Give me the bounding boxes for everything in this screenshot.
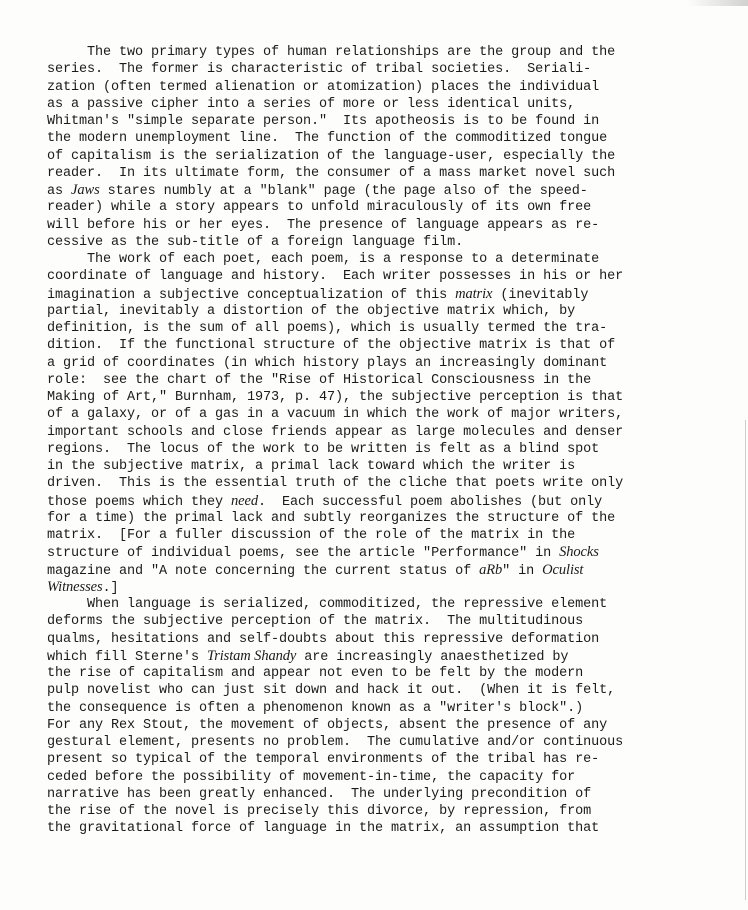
text-segment: will before his or her eyes. The presence of language appears as re- [47,217,600,233]
text-line [47,769,747,786]
text-line [47,320,747,337]
text-line [47,389,747,406]
text-line [47,286,747,303]
text-segment: The work of each poet, each poem, is a response to a determinate [47,252,600,267]
text-line [47,613,747,630]
text-segment: When language is serialized, commoditized, the repressive element [47,597,608,612]
text-segment: pulp novelist who can just sit down and hack it out. (When it is felt, [47,683,616,699]
text-segment: for a time) the primal lack and subtly reorganizes the structure of the [47,510,616,526]
text-segment: matrix. [For a fuller discussion of the role of the matrix in the [47,528,576,543]
text-line [47,648,747,665]
text-line [47,96,747,113]
text-segment: dition. If the functional structure of the objective matrix is that of [47,338,616,354]
italic-text-segment: Oculist [542,561,584,578]
italic-text-segment: aRb [479,561,503,578]
text-segment: For any Rex Stout, the movement of objects, absent the presence of any [47,717,608,733]
text-line [47,820,747,837]
text-line [47,544,747,561]
text-segment: narrative has been greatly enhanced. The underlying precondition of [47,786,592,802]
text-line [47,803,747,820]
text-line [47,113,747,130]
text-line [47,493,747,510]
text-segment: the rise of capitalism and appear not even to be felt by the modern [47,666,584,681]
text-segment: zation (often termed alienation or atomization) places the individual [47,79,600,95]
text-segment: The two primary types of human relationships are the group and the [47,45,616,60]
text-line [47,596,747,613]
text-segment: Whitman's "simple separate person." Its apotheosis is to be found in [47,114,600,129]
text-segment: " in [502,563,543,579]
text-line [47,734,747,751]
text-segment: the rise of the novel is precisely this divorce, by repression, from [47,804,592,819]
text-line [47,182,747,199]
text-line [47,44,747,61]
text-segment: important schools and close friends appear as large molecules and denser [47,424,624,440]
text-line [47,165,747,182]
text-line [47,527,747,544]
italic-text-segment: need [231,492,259,509]
italic-text-segment: Jaws [71,182,100,198]
text-segment: magazine and "A note concerning the current status of [47,563,480,579]
text-line [47,303,747,320]
text-segment: deforms the subjective perception of the matrix. The multitudinous [47,614,584,630]
text-line [47,406,747,423]
text-line [47,631,747,648]
text-line [47,579,747,596]
text-segment: role: see the chart of the "Rise of Historical Consciousness in the [47,372,592,388]
text-line [47,61,747,78]
text-line [47,751,747,768]
text-segment: Making of Art," Burnham, 1973, p. 47), the subjective perception is that [47,390,624,405]
text-line [47,372,747,389]
text-line [47,562,747,579]
text-segment: as a passive cipher into a series of more or less identical units, [47,96,576,112]
text-line [47,355,747,372]
text-line [47,217,747,234]
text-segment: gestural element, presents no problem. The cumulative and/or continuous [47,735,624,750]
text-segment: those poems which they [47,494,232,510]
text-line [47,475,747,492]
text-segment: of a galaxy, or of a gas in a vacuum in which the work of major writers, [47,407,624,423]
text-line [47,665,747,682]
text-segment: in the subjective matrix, a primal lack toward which the writer is [47,459,576,474]
text-segment: coordinate of language and history. Each writer possesses in his or her [47,269,624,285]
text-segment: of capitalism is the serialization of the language-user, especially the [47,148,616,164]
text-segment: the consequence is often a phenomenon known as a "writer's block".) [47,700,584,716]
text-segment: cessive as the sub-title of a foreign language film. [47,234,464,250]
text-line [47,79,747,96]
text-segment: reader. In its ultimate form, the consumer of a mass market novel such [47,165,616,181]
text-line [47,700,747,717]
text-line [47,199,747,216]
text-segment: structure of individual poems, see the article "Performance" in [47,546,560,562]
typewritten-text-body [47,44,747,838]
text-segment: regions. The locus of the work to be written is felt as a blind spot [47,441,600,457]
text-line [47,510,747,527]
text-segment: imagination a subjective conceptualization of this [47,287,456,303]
text-line [47,682,747,699]
text-line [47,268,747,285]
text-segment: present so typical of the temporal environments of the tribal has re- [47,752,600,768]
text-segment: definition, is the sum of all poems), which is usually termed the tra- [47,321,608,336]
scan-edge-mark [688,0,748,6]
text-segment: driven. This is the essential truth of the cliche that poets write only [47,476,624,492]
text-line [47,251,747,268]
text-segment: the modern unemployment line. The function of the commoditized tongue [47,131,608,147]
text-segment: .] [102,580,119,596]
text-segment: are increasingly anaesthetized by [296,649,569,665]
text-line [47,148,747,165]
text-line [47,337,747,354]
text-line [47,130,747,147]
text-segment: reader) while a story appears to unfold miraculously of its own free [47,200,592,216]
text-segment: which fill Sterne's [47,649,208,665]
text-segment: partial, inevitably a distortion of the objective matrix which, by [47,303,576,319]
italic-text-segment: Tristam Shandy [207,647,297,664]
text-segment: . Each successful poem abolishes (but only [258,494,603,510]
text-line [47,458,747,475]
text-line [47,441,747,458]
text-segment: as [47,184,72,199]
text-line [47,786,747,803]
text-segment: (inevitably [492,287,589,303]
text-segment: series. The former is characteristic of tribal societies. Seriali- [47,62,592,78]
text-segment: ceded before the possibility of movement-in-time, the capacity for [47,769,576,785]
text-line [47,424,747,441]
text-line [47,717,747,734]
italic-text-segment: matrix [455,285,493,302]
italic-text-segment: Witnesses [47,578,103,595]
italic-text-segment: Shocks [559,544,599,561]
text-segment: the gravitational force of language in the matrix, an assumption that [47,821,600,837]
text-line [47,234,747,251]
text-segment: qualms, hesitations and self-doubts about this repressive deformation [47,631,600,647]
text-segment: a grid of coordinates (in which history plays an increasingly dominant [47,355,608,371]
text-segment: stares numbly at a "blank" page (the page also of the speed- [99,184,588,199]
